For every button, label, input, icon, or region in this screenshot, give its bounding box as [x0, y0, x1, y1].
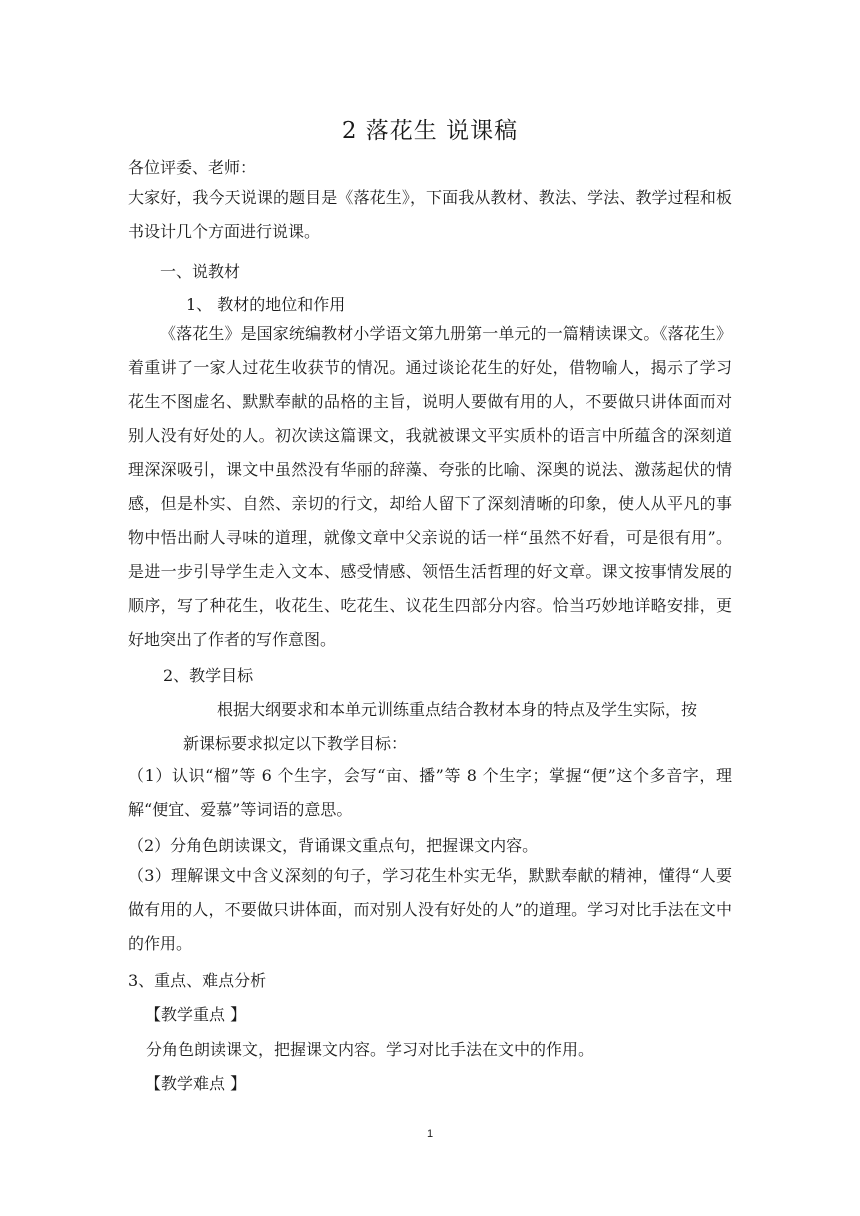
objectives-intro-line2: 新课标要求拟定以下教学目标：	[183, 734, 408, 753]
section-heading-key-difficult-points: 3、重点、难点分析	[128, 971, 267, 990]
objective-item-1: （1）认识“榴”等 6 个生字，会写“亩、播”等 8 个生字；掌握“便”这个多音字，理解“便宜、爱慕”等词语的意思。	[128, 766, 732, 819]
objective-item-3: （3）理解课文中含义深刻的句子，学习花生朴实无华，默默奉献的精神，懂得“人要做有用的人，不要做只讲体面，而对别人没有好处的人”的道理。学习对比手法在文中的作用。	[128, 866, 732, 953]
page-number: 1	[426, 1128, 434, 1140]
section-heading-teaching-material: 一、说教材	[160, 262, 241, 281]
subsection-heading-objectives: 2、教学目标	[163, 666, 254, 685]
objective-item-2: （2）分角色朗读课文，背诵课文重点句，把握课文内容。	[128, 836, 539, 855]
material-paragraph: 《落花生》是国家统编教材小学语文第九册第一单元的一篇精读课文。《落花生》着重讲了一家人过花生收获节的情况。通过谈论花生的好处，借物喻人，揭示了学习花生不图虚名、默默奉献的品格的主旨，说明人要做有用的人，不要做只讲体面而对别人没有好处的人。初次读这篇课文，我就被课文平实质朴的语言中所蕴含的深刻道理深深吸引，课文中虽然没有华丽的辞藻、夸张的比喻、深奥的说法、激荡起伏的情感，但是朴实、自然、亲切的行文，却给人留下了深刻清晰的印象，使人从平凡的事物中悟出耐人寻味的道理，就像文章中父亲说的话一样“虽然不好看，可是很有用”。是进一步引导学生走入文本、感受情感、领悟生活哲理的好文章。课文按事情发展的顺序，写了种花生，收花生、吃花生、议花生四部分内容。恰当巧妙地详略安排，更好地突出了作者的写作意图。	[128, 324, 732, 649]
difficulty-label: 【教学难点 】	[145, 1074, 247, 1093]
intro-paragraph: 大家好，我今天说课的题目是《落花生》，下面我从教材、教法、学法、教学过程和板书设计几个方面进行说课。	[128, 188, 732, 241]
greeting: 各位评委、老师：	[128, 158, 257, 177]
subsection-heading-position-role: 1、 教材的地位和作用	[186, 295, 346, 314]
key-point-text: 分角色朗读课文，把握课文内容。学习对比手法在文中的作用。	[146, 1040, 595, 1059]
document-title: 2 落花生 说课稿	[341, 118, 519, 144]
key-point-label: 【教学重点 】	[145, 1005, 247, 1024]
objectives-intro-line1: 根据大纲要求和本单元训练重点结合教材本身的特点及学生实际，按	[217, 700, 698, 719]
